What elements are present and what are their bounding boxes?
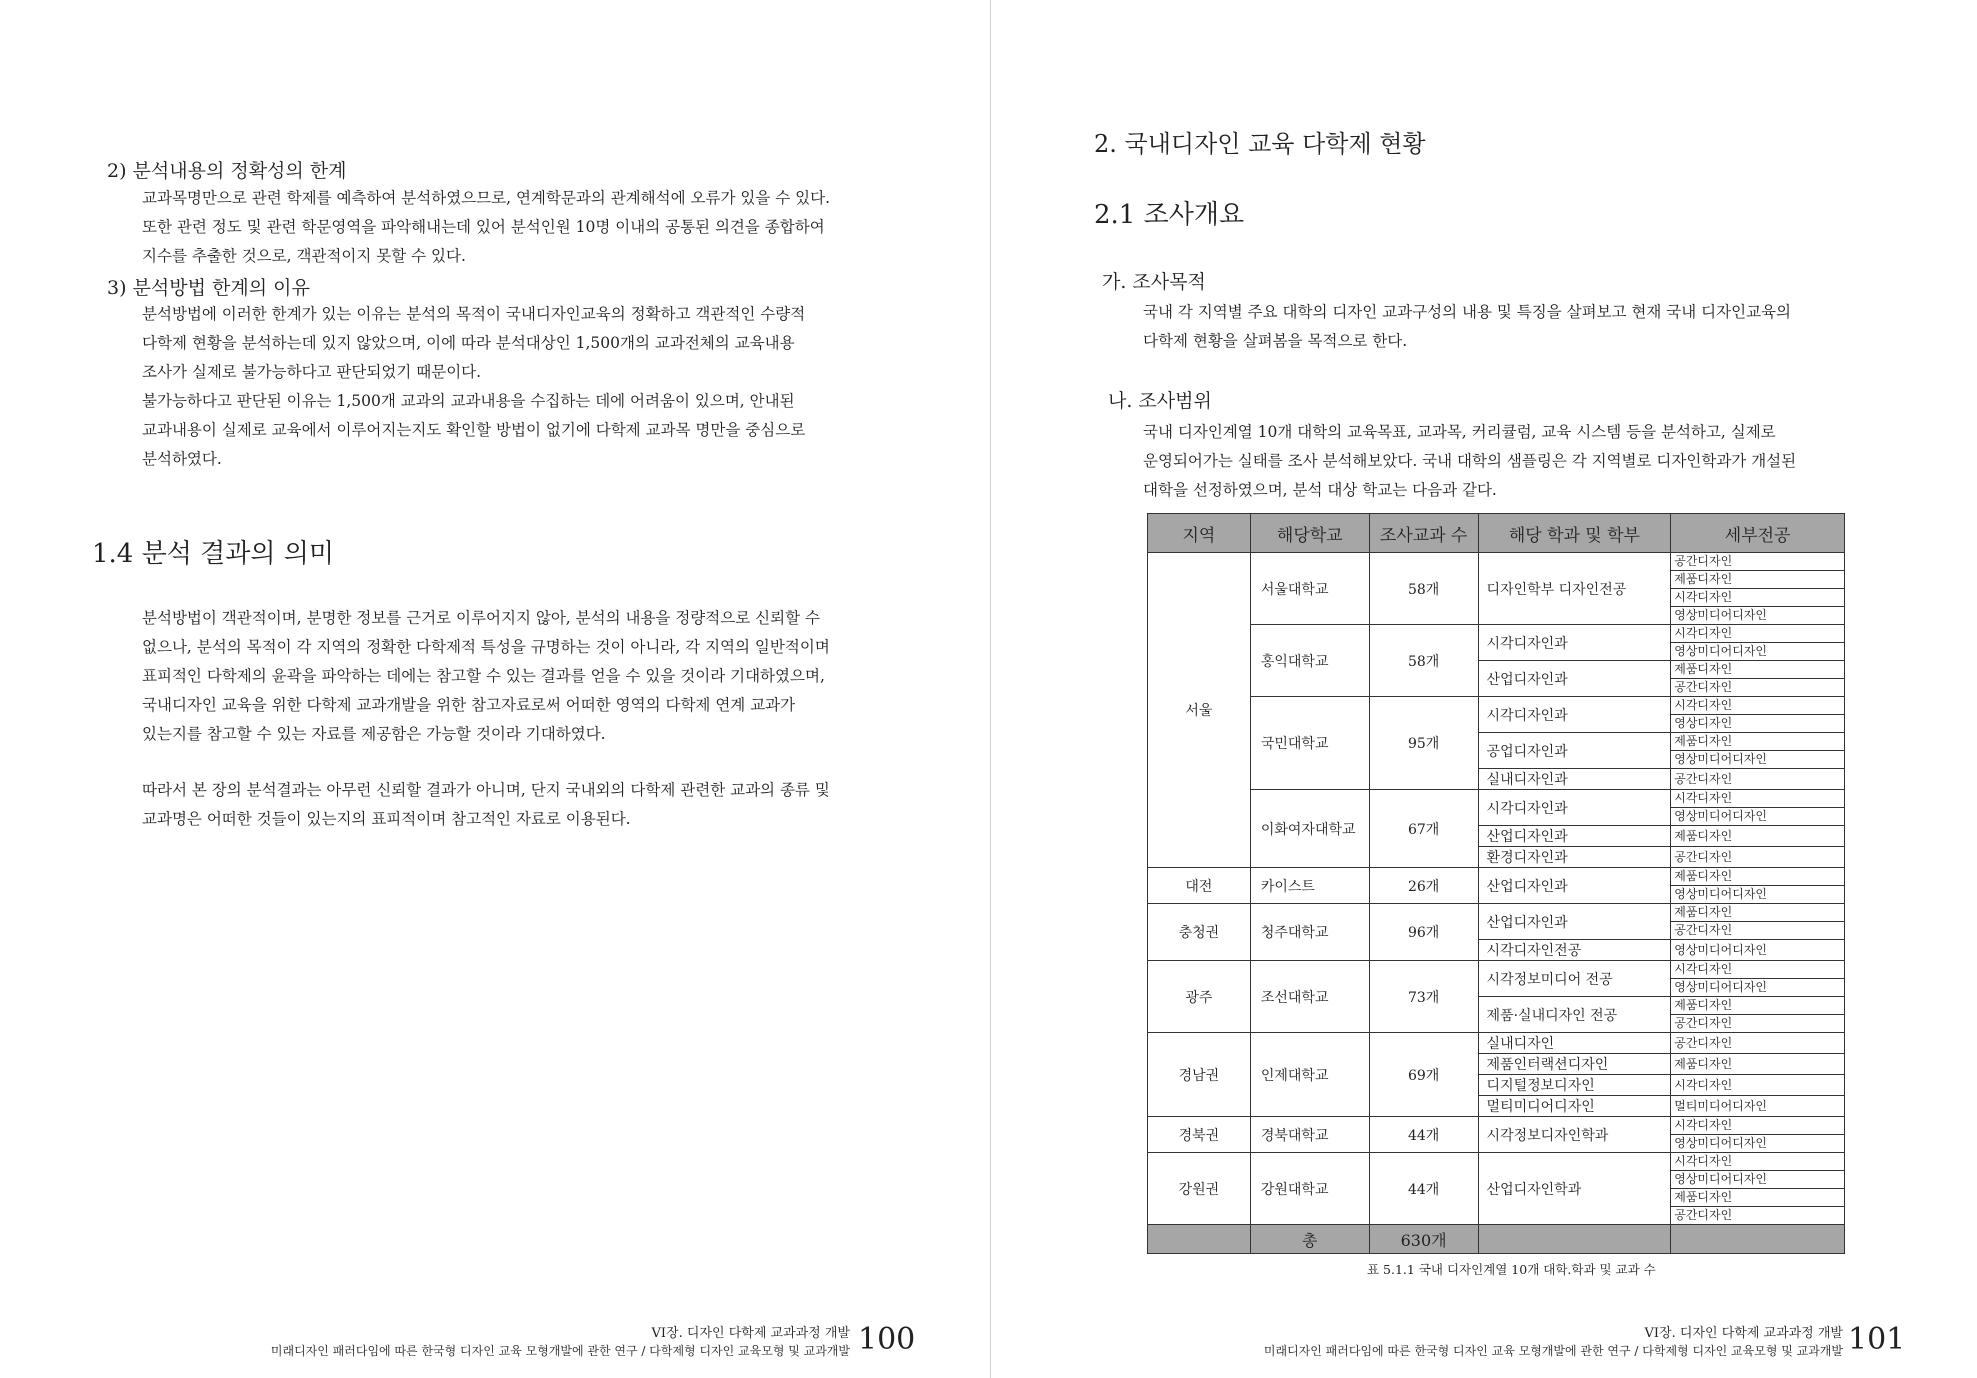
- dept-cell: 산업디자인과: [1478, 826, 1671, 847]
- dept-cell: 시각디자인과: [1478, 625, 1671, 661]
- major-cell: 영상미디어디자인: [1671, 808, 1845, 826]
- section-paragraph-2: [142, 776, 830, 834]
- school-cell: 조선대학교: [1250, 961, 1369, 1033]
- text-line: 또한 관련 정도 및 관련 학문영역을 파악해내는데 있어 분석인원 10명 이내의 공통된 의견을 종합하여: [142, 218, 825, 236]
- table-row: [1148, 697, 1845, 715]
- major-cell: 공간디자인: [1671, 922, 1845, 940]
- major-cell: 영상미디어디자인: [1671, 643, 1845, 661]
- count-cell: 26개: [1369, 868, 1478, 904]
- major-cell: 영상미디어디자인: [1671, 979, 1845, 997]
- count-cell: 58개: [1369, 625, 1478, 697]
- text-line: 따라서 본 장의 분석결과는 아무런 신뢰할 결과가 아니며, 단지 국내외의 다학제 관련한 교과의 종류 및: [142, 781, 830, 799]
- count-cell: 44개: [1369, 1153, 1478, 1225]
- table-row: [1148, 904, 1845, 922]
- count-cell: 96개: [1369, 904, 1478, 961]
- section-paragraph-1: [142, 604, 830, 749]
- scope-text: [1143, 418, 1796, 505]
- school-cell: 청주대학교: [1250, 904, 1369, 961]
- table-total-row: [1148, 1225, 1845, 1254]
- item-2-text: [142, 184, 830, 271]
- dept-cell: 시각정보디자인학과: [1478, 1117, 1671, 1153]
- table-row: [1148, 553, 1845, 571]
- item-2-title: 2) 분석내용의 정확성의 한계: [107, 160, 347, 182]
- table-header-row: [1148, 514, 1845, 553]
- text-line: 지수를 추출한 것으로, 객관적이지 못할 수 있다.: [142, 247, 466, 265]
- section-title: 2.1 조사개요: [1094, 200, 1245, 230]
- section-title: 1.4 분석 결과의 의미: [92, 539, 334, 569]
- table-row: [1148, 1117, 1845, 1135]
- text-line: 분석하였다.: [142, 450, 222, 468]
- major-cell: 멀티미디어디자인: [1671, 1096, 1845, 1117]
- table-row: [1148, 961, 1845, 979]
- major-cell: 영상미디어디자인: [1671, 607, 1845, 625]
- region-cell: 경남권: [1148, 1033, 1251, 1117]
- dept-cell: 산업디자인과: [1478, 868, 1671, 904]
- table-header-cell: 해당 학과 및 학부: [1478, 514, 1671, 553]
- text-line: 국내 각 지역별 주요 대학의 디자인 교과구성의 내용 및 특징을 살펴보고 현재 국내 디자인교육의: [1143, 303, 1792, 321]
- major-cell: 시각디자인: [1671, 589, 1845, 607]
- major-cell: 공간디자인: [1671, 1033, 1845, 1054]
- school-cell: 강원대학교: [1250, 1153, 1369, 1225]
- text-line: 분석방법이 객관적이며, 분명한 정보를 근거로 이루어지지 않아, 분석의 내용을 정량적으로 신뢰할 수: [142, 609, 820, 627]
- table-row: [1148, 790, 1845, 808]
- major-cell: 시각디자인: [1671, 625, 1845, 643]
- total-empty-cell: [1671, 1225, 1845, 1254]
- text-line: 있는지를 참고할 수 있는 자료를 제공함은 가능할 것이라 기대하였다.: [142, 725, 606, 743]
- dept-cell: 산업디자인과: [1478, 904, 1671, 940]
- major-cell: 공간디자인: [1671, 553, 1845, 571]
- footer-subtitle: 미래디자인 패러다임에 따른 한국형 디자인 교육 모형개발에 관한 연구 / 다학제형 디자인 교육모형 및 교과개발: [1263, 1344, 1843, 1358]
- major-cell: 제품디자인: [1671, 571, 1845, 589]
- dept-cell: 디자인학부 디자인전공: [1478, 553, 1671, 625]
- total-empty-cell: [1478, 1225, 1671, 1254]
- count-cell: 69개: [1369, 1033, 1478, 1117]
- school-cell: 서울대학교: [1250, 553, 1369, 625]
- text-line: 없으나, 분석의 목적이 각 지역의 정확한 다학제적 특성을 규명하는 것이 아니라, 각 지역의 일반적이며: [142, 638, 830, 656]
- major-cell: 시각디자인: [1671, 1117, 1845, 1135]
- major-cell: 시각디자인: [1671, 1153, 1845, 1171]
- major-cell: 제품디자인: [1671, 661, 1845, 679]
- table-row: [1148, 1033, 1845, 1054]
- text-line: 불가능하다고 판단된 이유는 1,500개 교과의 교과내용을 수집하는 데에 어려움이 있으며, 안내된: [142, 392, 795, 410]
- dept-cell: 제품인터랙션디자인: [1478, 1054, 1671, 1075]
- text-line: 교과명은 어떠한 것들이 있는지의 표피적이며 참고적인 자료로 이용된다.: [142, 810, 631, 828]
- dept-cell: 산업디자인학과: [1478, 1153, 1671, 1225]
- dept-cell: 산업디자인과: [1478, 661, 1671, 697]
- dept-cell: 시각디자인과: [1478, 790, 1671, 826]
- school-cell: 이화여자대학교: [1250, 790, 1369, 868]
- school-cell: 카이스트: [1250, 868, 1369, 904]
- footer-chapter: VI장. 디자인 다학제 교과과정 개발: [651, 1326, 850, 1341]
- major-cell: 제품디자인: [1671, 1054, 1845, 1075]
- major-cell: 영상미디어디자인: [1671, 1135, 1845, 1153]
- item-3-text: [142, 300, 805, 474]
- footer-subtitle: 미래디자인 패러다임에 따른 한국형 디자인 교육 모형개발에 관한 연구 / 다학제형 디자인 교육모형 및 교과개발: [270, 1344, 850, 1358]
- major-cell: 제품디자인: [1671, 868, 1845, 886]
- region-cell: 광주: [1148, 961, 1251, 1033]
- region-cell: 충청권: [1148, 904, 1251, 961]
- count-cell: 95개: [1369, 697, 1478, 790]
- table-row: [1148, 868, 1845, 886]
- major-cell: 영상미디어디자인: [1671, 751, 1845, 769]
- major-cell: 시각디자인: [1671, 961, 1845, 979]
- table-header-cell: 조사교과 수: [1369, 514, 1478, 553]
- region-cell: 서울: [1148, 553, 1251, 868]
- total-empty-cell: [1148, 1225, 1251, 1254]
- count-cell: 44개: [1369, 1117, 1478, 1153]
- dept-cell: 시각디자인과: [1478, 697, 1671, 733]
- major-cell: 제품디자인: [1671, 997, 1845, 1015]
- item-3-title: 3) 분석방법 한계의 이유: [107, 277, 310, 299]
- dept-cell: 시각디자인전공: [1478, 940, 1671, 961]
- table-row: [1148, 625, 1845, 643]
- major-cell: 영상디자인: [1671, 715, 1845, 733]
- scope-title: 나. 조사범위: [1108, 390, 1212, 412]
- dept-cell: 실내디자인과: [1478, 769, 1671, 790]
- region-cell: 대전: [1148, 868, 1251, 904]
- total-label-cell: 총: [1250, 1225, 1369, 1254]
- school-cell: 경북대학교: [1250, 1117, 1369, 1153]
- table-header-cell: 지역: [1148, 514, 1251, 553]
- purpose-title: 가. 조사목적: [1102, 271, 1206, 293]
- major-cell: 제품디자인: [1671, 1189, 1845, 1207]
- major-cell: 공간디자인: [1671, 769, 1845, 790]
- major-cell: 영상미디어디자인: [1671, 940, 1845, 961]
- major-cell: 공간디자인: [1671, 847, 1845, 868]
- major-cell: 영상미디어디자인: [1671, 1171, 1845, 1189]
- dept-cell: 제품·실내디자인 전공: [1478, 997, 1671, 1033]
- text-line: 국내디자인 교육을 위한 다학제 교과개발을 위한 참고자료로써 어떠한 영역의 다학제 연계 교과가: [142, 696, 796, 714]
- table-header-cell: 세부전공: [1671, 514, 1845, 553]
- major-cell: 공간디자인: [1671, 1207, 1845, 1225]
- total-count-cell: 630개: [1369, 1225, 1478, 1254]
- dept-cell: 시각정보미디어 전공: [1478, 961, 1671, 997]
- table-header-cell: 해당학교: [1250, 514, 1369, 553]
- school-cell: 인제대학교: [1250, 1033, 1369, 1117]
- text-line: 다학제 현황을 분석하는데 있지 않았으며, 이에 따라 분석대상인 1,500개의 교과전체의 교육내용: [142, 334, 795, 352]
- major-cell: 공간디자인: [1671, 1015, 1845, 1033]
- school-cell: 홍익대학교: [1250, 625, 1369, 697]
- text-line: 국내 디자인계열 10개 대학의 교육목표, 교과목, 커리큘럼, 교육 시스템 등을 분석하고, 실제로: [1143, 423, 1776, 441]
- region-cell: 강원권: [1148, 1153, 1251, 1225]
- dept-cell: 멀티미디어디자인: [1478, 1096, 1671, 1117]
- dept-cell: 디지털정보디자인: [1478, 1075, 1671, 1096]
- major-cell: 시각디자인: [1671, 790, 1845, 808]
- dept-cell: 실내디자인: [1478, 1033, 1671, 1054]
- major-cell: 시각디자인: [1671, 1075, 1845, 1096]
- table-caption: 표 5.1.1 국내 디자인계열 10개 대학.학과 및 교과 수: [1367, 1262, 1656, 1277]
- dept-cell: 환경디자인과: [1478, 847, 1671, 868]
- school-cell: 국민대학교: [1250, 697, 1369, 790]
- page-number: 100: [858, 1322, 916, 1357]
- text-line: 표피적인 다학제의 윤곽을 파악하는 데에는 참고할 수 있는 결과를 얻을 수 있을 것이라 기대하였으며,: [142, 667, 825, 685]
- purpose-text: [1143, 298, 1791, 356]
- major-cell: 제품디자인: [1671, 826, 1845, 847]
- table-row: [1148, 1153, 1845, 1171]
- count-cell: 58개: [1369, 553, 1478, 625]
- major-cell: 시각디자인: [1671, 697, 1845, 715]
- page-number: 101: [1848, 1322, 1906, 1357]
- text-line: 운영되어가는 실태를 조사 분석해보았다. 국내 대학의 샘플링은 각 지역별로 디자인학과가 개설된: [1143, 452, 1797, 470]
- major-cell: 공간디자인: [1671, 679, 1845, 697]
- footer-chapter: VI장. 디자인 다학제 교과과정 개발: [1644, 1326, 1843, 1341]
- text-line: 교과목명만으로 관련 학제를 예측하여 분석하였으므로, 연계학문과의 관계해석에 오류가 있을 수 있다.: [142, 189, 830, 207]
- major-cell: 영상미디어디자인: [1671, 886, 1845, 904]
- chapter-title: 2. 국내디자인 교육 다학제 현황: [1094, 130, 1426, 158]
- dept-cell: 공업디자인과: [1478, 733, 1671, 769]
- survey-table: [1147, 513, 1845, 1254]
- text-line: 분석방법에 이러한 한계가 있는 이유는 분석의 목적이 국내디자인교육의 정확하고 객관적인 수량적: [142, 305, 806, 323]
- region-cell: 경북권: [1148, 1117, 1251, 1153]
- text-line: 조사가 실제로 불가능하다고 판단되었기 때문이다.: [142, 363, 482, 381]
- count-cell: 73개: [1369, 961, 1478, 1033]
- text-line: 다학제 현황을 살펴봄을 목적으로 한다.: [1143, 332, 1408, 350]
- count-cell: 67개: [1369, 790, 1478, 868]
- text-line: 대학을 선정하였으며, 분석 대상 학교는 다음과 같다.: [1143, 481, 1497, 499]
- text-line: 교과내용이 실제로 교육에서 이루어지는지도 확인할 방법이 없기에 다학제 교과목 명만을 중심으로: [142, 421, 806, 439]
- major-cell: 제품디자인: [1671, 904, 1845, 922]
- major-cell: 제품디자인: [1671, 733, 1845, 751]
